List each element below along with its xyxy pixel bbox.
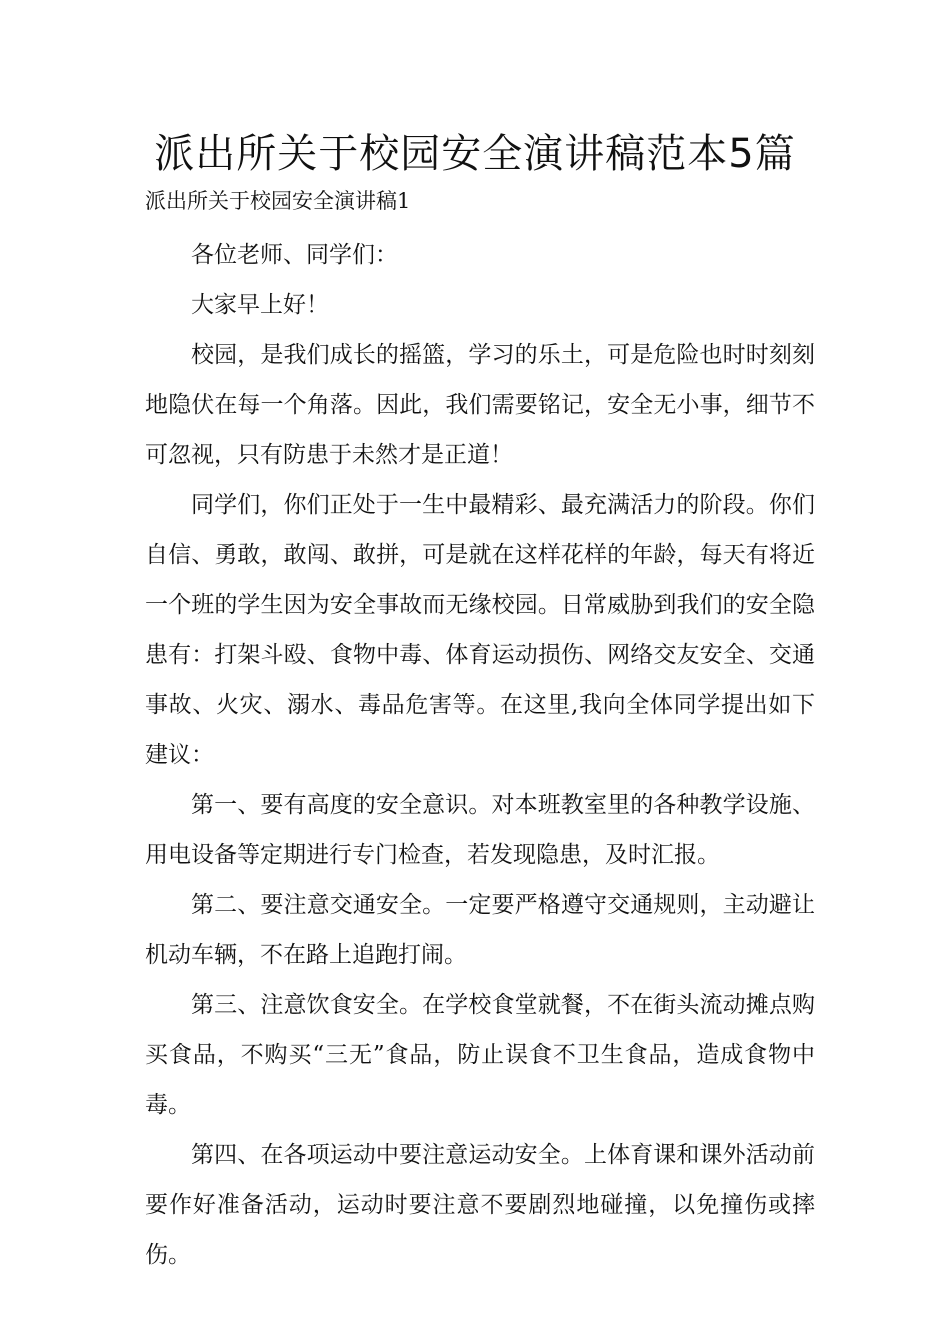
paragraph-third: 第三、注意饮食安全。在学校食堂就餐，不在街头流动摊点购买食品，不购买“三无”食品，防止误食不卫生食品，造成食物中毒。: [145, 992, 815, 1118]
document-subtitle: 派出所关于校园安全演讲稿1: [145, 189, 411, 213]
paragraph-morning: 大家早上好！: [191, 292, 329, 318]
document-title: 派出所关于校园安全演讲稿范本5篇: [154, 131, 796, 177]
document-body: [145, 230, 815, 1280]
paragraph-greeting: 各位老师、同学们：: [191, 242, 398, 268]
paragraph-first: 第一、要有高度的安全意识。对本班教室里的各种教学设施、用电设备等定期进行专门检查，若发现隐患，及时汇报。: [145, 792, 815, 868]
paragraph-second: 第二、要注意交通安全。一定要严格遵守交通规则，主动避让机动车辆，不在路上追跑打闹。: [145, 892, 815, 968]
paragraph-hazards: 同学们，你们正处于一生中最精彩、最充满活力的阶段。你们自信、勇敢，敢闯、敢拼，可是就在这样花样的年龄，每天有将近一个班的学生因为安全事故而无缘校园。日常威胁到我们的安全隐患有：打架斗殴、食物中毒、体育运动损伤、网络交友安全、交通事故、火灾、溺水、毒品危害等。在这里,我向全体同学提出如下建议：: [145, 492, 815, 768]
paragraph-fourth: 第四、在各项运动中要注意运动安全。上体育课和课外活动前要作好准备活动，运动时要注意不要剧烈地碰撞，以免撞伤或摔伤。: [145, 1142, 815, 1268]
paragraph-campus: 校园，是我们成长的摇篮，学习的乐土，可是危险也时时刻刻地隐伏在每一个角落。因此，我们需要铭记，安全无小事，细节不可忽视，只有防患于未然才是正道！: [145, 342, 815, 468]
